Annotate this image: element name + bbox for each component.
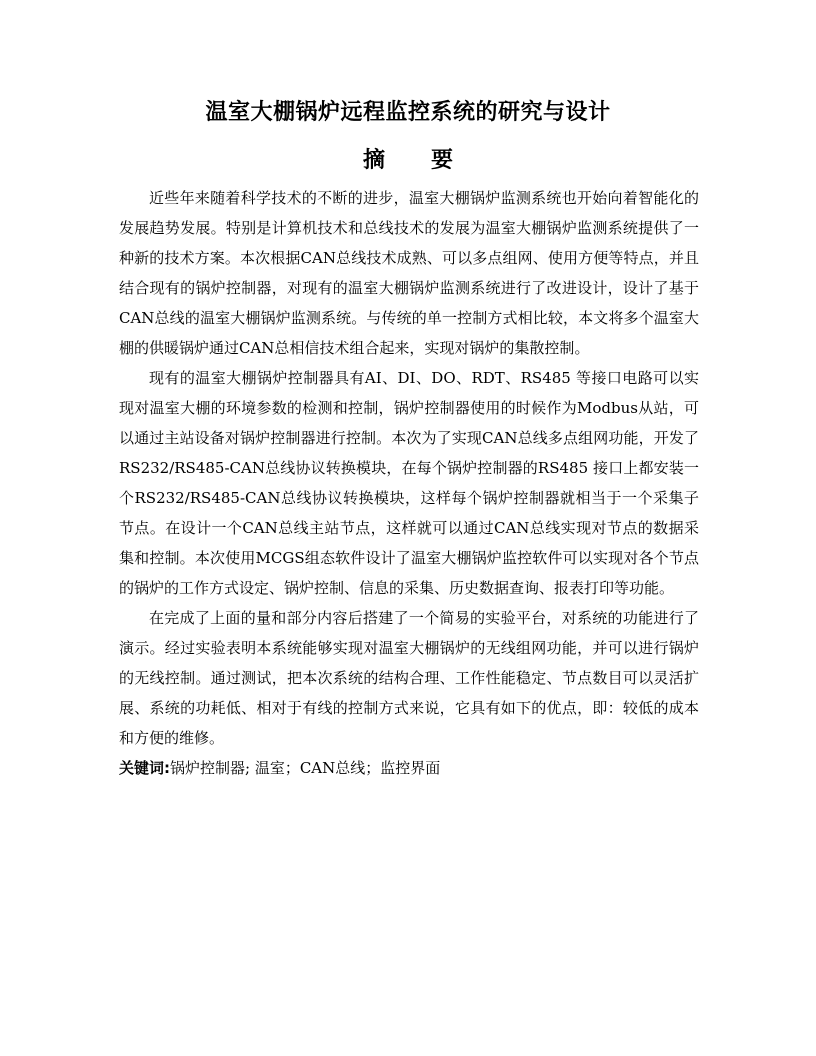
abstract-heading-char-1: 摘 [362, 147, 385, 173]
abstract-body [119, 183, 699, 783]
keywords-label: 关键词: [119, 759, 170, 777]
abstract-paragraph-2: 现有的温室大棚锅炉控制器具有AI、DI、DO、RDT、RS485 等接口电路可以实现对温室大棚的环境参数的检测和控制，锅炉控制器使用的时候作为Modbus从站，可以通过主站设备对锅炉控制器进行控制。本次为了实现CAN总线多点组网功能，开发了RS232/RS485-CAN总线协议转换模块，在每个锅炉控制器的RS485 接口上都安装一个RS232/RS485-CAN总线协议转换模块，这样每个锅炉控制器就相当于一个采集子节点。在设计一个CAN总线主站节点，这样就可以通过CAN总线实现对节点的数据采集和控制。本次使用MCGS组态软件设计了温室大棚锅炉监控软件可以实现对各个节点的锅炉的工作方式设定、锅炉控制、信息的采集、历史数据查询、报表打印等功能。 [119, 369, 699, 597]
abstract-paragraph-3: 在完成了上面的量和部分内容后搭建了一个简易的实验平台，对系统的功能进行了演示。经过实验表明本系统能够实现对温室大棚锅炉的无线组网功能，并可以进行锅炉的无线控制。通过测试，把本次系统的结构合理、工作性能稳定、节点数目可以灵活扩展、系统的功耗低、相对于有线的控制方式来说，它具有如下的优点，即：较低的成本和方便的维修。 [119, 609, 699, 747]
abstract-heading-char-2: 要 [431, 147, 454, 173]
keywords-line [119, 753, 699, 783]
abstract-paragraph-1: 近些年来随着科学技术的不断的进步，温室大棚锅炉监测系统也开始向着智能化的发展趋势发展。特别是计算机技术和总线技术的发展为温室大棚锅炉监测系统提供了一种新的技术方案。本次根据CAN总线技术成熟、可以多点组网、使用方便等特点，并且结合现有的锅炉控制器，对现有的温室大棚锅炉监测系统进行了改进设计，设计了基于CAN总线的温室大棚锅炉监测系统。与传统的单一控制方式相比较，本文将多个温室大棚的供暖锅炉通过CAN总相信技术组合起来，实现对锅炉的集散控制。 [119, 189, 699, 357]
abstract-heading [0, 142, 816, 178]
keywords-text: 锅炉控制器; 温室；CAN总线；监控界面 [170, 759, 441, 777]
document-title: 温室大棚锅炉远程监控系统的研究与设计 [205, 99, 611, 125]
